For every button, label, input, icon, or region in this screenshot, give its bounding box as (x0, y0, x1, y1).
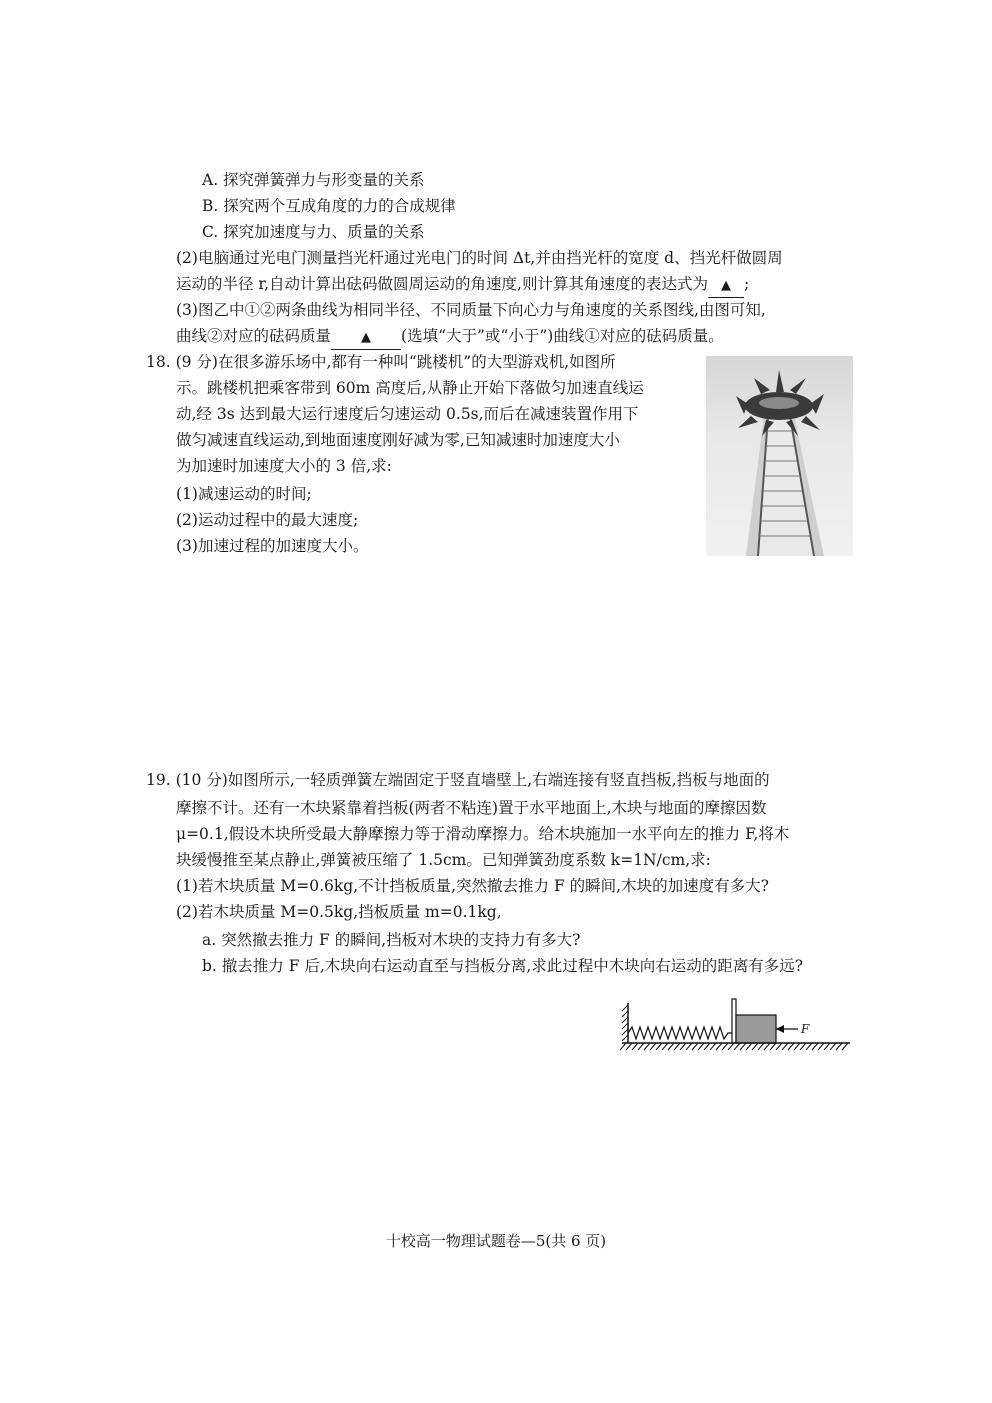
spring-block-figure (620, 993, 852, 1053)
q17-part3-end: (选填“大于”或“小于”)曲线①对应的砝码质量。 (401, 327, 724, 345)
drop-tower-photo (706, 356, 853, 556)
spring (628, 1027, 732, 1039)
answer-blank (331, 325, 401, 350)
q18-line4: 做匀减速直线运动,到地面速度刚好减为零,已知减速时加速度大小 (176, 431, 620, 449)
blank-marker: ▲ (361, 330, 372, 345)
drop-tower-illustration (706, 356, 853, 556)
q19-line2: 摩擦不计。还有一木块紧靠着挡板(两者不粘连)置于水平地面上,木块与地面的摩擦因数 (176, 799, 767, 817)
q19-sub2: (2)若木块质量 M=0.5kg,挡板质量 m=0.1kg, (176, 903, 502, 921)
page-footer: 十校高一物理试题卷—5(共 6 页) (385, 1232, 607, 1250)
q18-line5: 为加速时加速度大小的 3 倍,求: (176, 457, 392, 475)
q19-line1: 19. (10 分)如图所示,一轻质弹簧左端固定于竖直墙壁上,右端连接有竖直挡板,挡板与地面的 (146, 771, 770, 789)
wood-block (736, 1015, 776, 1043)
force-label: F (801, 1022, 810, 1036)
q17-part3-line2 (176, 325, 724, 350)
force-arrow-head (776, 1025, 784, 1033)
q18-sub2: (2)运动过程中的最大速度; (176, 511, 359, 529)
spring-block-diagram (620, 993, 852, 1053)
q17-part2-end: ; (744, 275, 750, 293)
q17-option-c: C. 探究加速度与力、质量的关系 (202, 223, 425, 241)
q18-sub1: (1)减速运动的时间; (176, 485, 312, 503)
q17-part2-line1: (2)电脑通过光电门测量挡光杆通过光电门的时间 Δt,并由挡光杆的宽度 d、挡光杆做圆周 (176, 249, 783, 267)
q18-line2: 示。跳楼机把乘客带到 60m 高度后,从静止开始下落做匀加速直线运 (176, 379, 644, 397)
q19-line4: 块缓慢推至某点静止,弹簧被压缩了 1.5cm。已知弹簧劲度系数 k=1N/cm,求: (176, 851, 711, 869)
q19-sub2b: b. 撤去推力 F 后,木块向右运动直至与挡板分离,求此过程中木块向右运动的距离有多远? (202, 957, 804, 975)
q19-sub2a: a. 突然撤去推力 F 的瞬间,挡板对木块的支持力有多大? (202, 931, 581, 949)
q19-sub1: (1)若木块质量 M=0.6kg,不计挡板质量,突然撤去推力 F 的瞬间,木块的加速度有多大? (176, 877, 769, 895)
q18-line1: 18. (9 分)在很多游乐场中,都有一种叫“跳楼机”的大型游戏机,如图所 (146, 353, 616, 371)
q17-option-b: B. 探究两个互成角度的力的合成规律 (202, 197, 456, 215)
q17-option-a: A. 探究弹簧弹力与形变量的关系 (202, 171, 425, 189)
q17-part2-text: 运动的半径 r,自动计算出砝码做圆周运动的角速度,则计算其角速度的表达式为 (176, 275, 708, 293)
q18-line3: 动,经 3s 达到最大运行速度后匀速运动 0.5s,而后在减速装置作用下 (176, 405, 639, 423)
blank-marker: ▲ (721, 278, 731, 293)
q19-line3: μ=0.1,假设木块所受最大静摩擦力等于滑动摩擦力。给木块施加一水平向左的推力 F,将木 (176, 825, 790, 843)
answer-blank (708, 273, 744, 298)
q17-part2-line2 (176, 273, 749, 298)
wall-hatching (622, 1005, 628, 1041)
q18-sub3: (3)加速过程的加速度大小。 (176, 537, 369, 555)
q17-part3-text: 曲线②对应的砝码质量 (176, 327, 332, 345)
q17-part3-line1: (3)图乙中①②两条曲线为相同半径、不同质量下向心力与角速度的关系图线,由图可知, (176, 301, 766, 319)
ground-hatching (620, 1043, 848, 1050)
